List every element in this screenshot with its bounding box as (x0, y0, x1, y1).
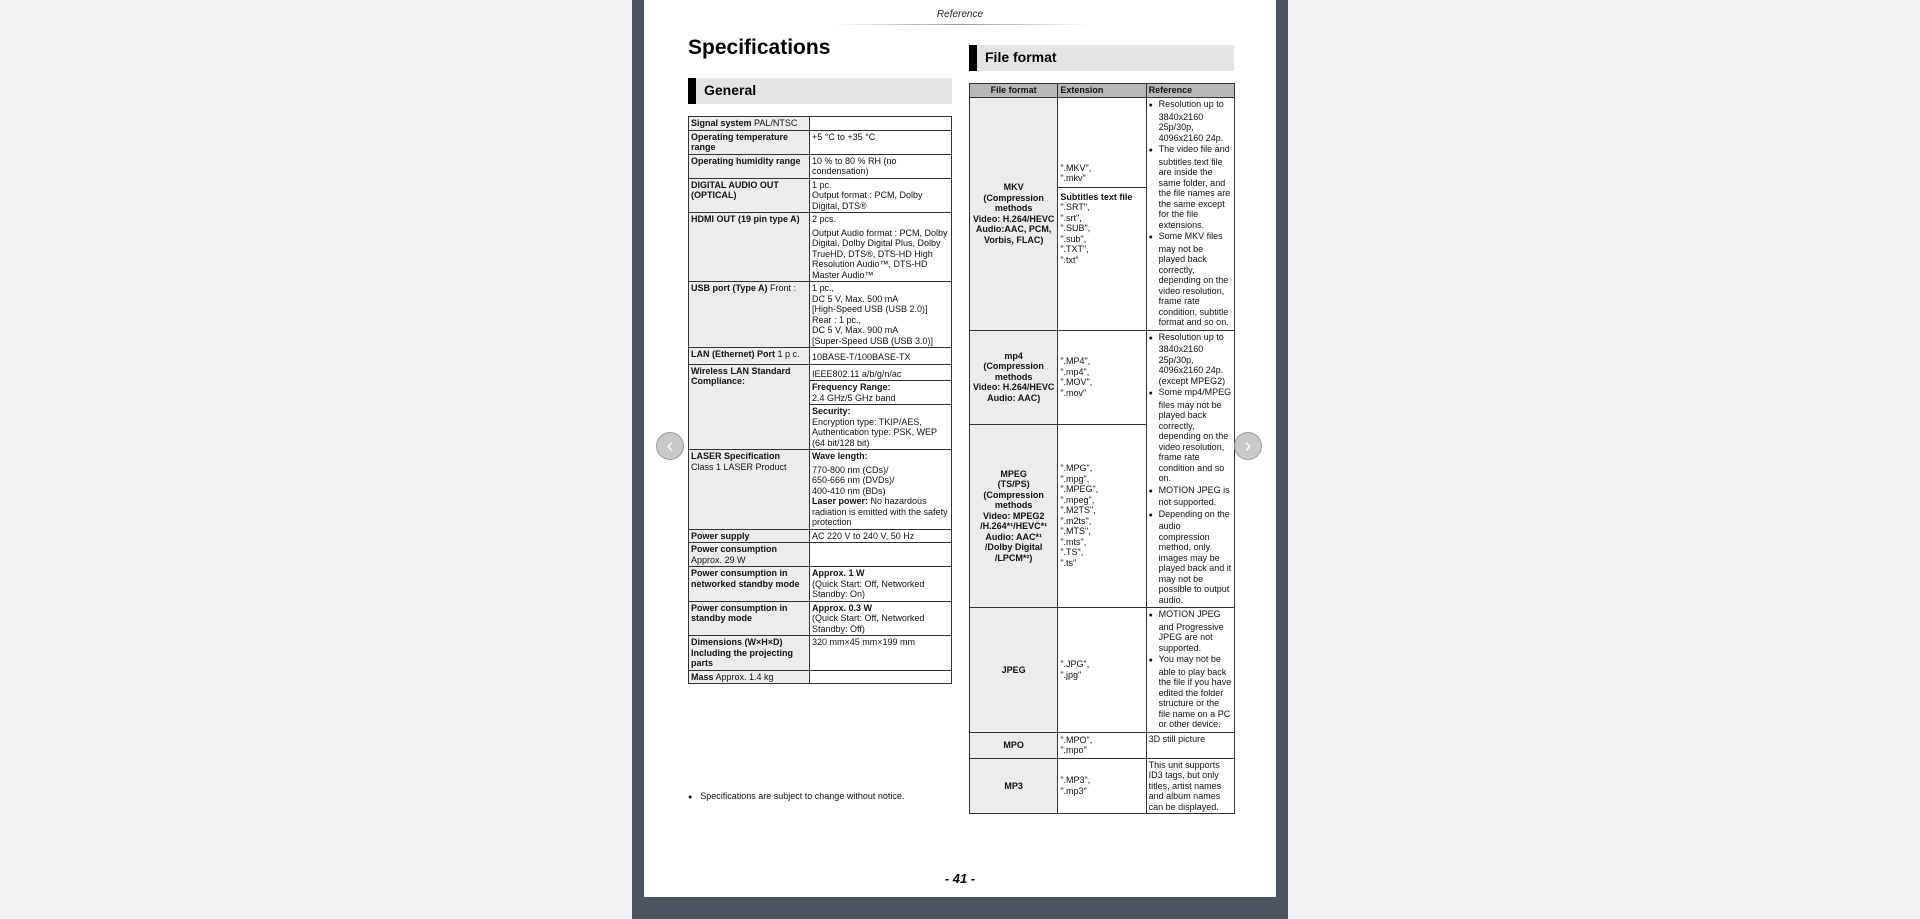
spec-value-line: DC 5 V, Max. 500 mA (812, 293, 899, 304)
page-number: - 41 - (944, 871, 976, 886)
laser-power-label: Laser power: (812, 496, 869, 506)
header-rule (831, 24, 1091, 25)
spec-label-name: Signal system (691, 118, 752, 128)
file-format-name (970, 330, 1058, 424)
extension-line: ".M2TS", (1060, 505, 1096, 516)
subtitle-extension-line: ".txt" (1060, 254, 1079, 265)
format-line: (Compression methods (983, 489, 1044, 511)
file-format-section-heading: File format (969, 45, 1234, 71)
extension-line: ".MPO", (1060, 734, 1093, 745)
spec-value-line: 2.4 GHz/5 GHz band (812, 392, 896, 403)
file-format-name (970, 758, 1058, 814)
spec-row (689, 567, 952, 602)
spec-label-inline-value: Class 1 LASER Product (691, 461, 787, 472)
file-format-reference (1146, 330, 1234, 608)
spec-value-line: 650-666 nm (DVDs)/ (812, 475, 895, 485)
spec-value-heading: Frequency Range: (812, 382, 891, 392)
spec-row (689, 154, 952, 178)
spec-value-line: Output Audio format : PCM, Dolby Digital, Dolby Digital Plus, Dolby TrueHD, DTS®, DTS-HD High Resolution Audio™, DTS-HD Master Audio™ (812, 227, 948, 280)
file-format-row (970, 732, 1235, 758)
spec-value (810, 381, 952, 405)
extension-line: ".mpo" (1060, 745, 1087, 755)
file-format-name (970, 732, 1058, 758)
reference-bullet: ● You may not be able to play back the file if you have edited the folder structure or the file name on a PC or other device. (1149, 654, 1232, 730)
file-format-row (970, 330, 1235, 424)
spec-label-name: Power consumption in standby mode (691, 602, 788, 623)
format-line: Audio: AAC*¹ (985, 531, 1042, 542)
file-format-name (970, 98, 1058, 331)
spec-row (689, 529, 952, 543)
extension-line: ".MP3", (1060, 775, 1091, 786)
extension-line: ".mkv" (1060, 173, 1086, 183)
spec-label-inline-value: Approx. 29 W (691, 554, 746, 565)
spec-value-line: [High-Speed USB (USB 2.0)] (812, 304, 928, 314)
general-spec-table (688, 116, 952, 684)
spec-label (689, 154, 810, 178)
spec-value-line: 320 mm×45 mm×199 mm (812, 637, 916, 647)
reference-bullet: ● Some MKV files may not be played back correctly, depending on the video resolution, frame rate condition, subtitle format and so on. (1149, 231, 1232, 328)
file-extension (1058, 758, 1146, 814)
spec-value-line: 10 % to 80 % RH (no condensation) (812, 155, 897, 176)
extension-line: ".m2ts", (1060, 515, 1092, 526)
general-section-heading: General (688, 78, 952, 104)
spec-value-line: IEEE802.11 a/b/g/n/ac (812, 368, 902, 379)
spec-value-heading: Security: (812, 406, 851, 416)
extension-line: ".JPG", (1060, 659, 1090, 670)
file-format-name (970, 608, 1058, 733)
reference-bullet: ● MOTION JPEG and Progressive JPEG are not supported. (1149, 609, 1232, 653)
file-format-reference (1146, 758, 1234, 814)
reference-bullet: ● Resolution up to 3840x2160 25p/30p, 4096x2160 24p. (1149, 99, 1232, 143)
spec-value (810, 601, 952, 636)
document-page (644, 0, 1276, 897)
spec-row (689, 543, 952, 567)
spec-label-name: Power consumption (691, 544, 778, 554)
spec-label (689, 543, 810, 567)
spec-value (810, 405, 952, 450)
spec-value-line: Laser power: No hazardous radiation is emitted with the safety protection (812, 496, 948, 527)
spec-row (689, 670, 952, 684)
extension-divider (1058, 187, 1145, 188)
reference-bullet: ● The video file and subtitles text file are inside the same folder, and the file names are the same except for the file extensions. (1149, 144, 1232, 230)
spec-value-line: Rear : 1 pc., (812, 314, 862, 325)
file-format-name (970, 424, 1058, 607)
format-line: MPO (1003, 739, 1024, 750)
format-line: /LPCM*²) (994, 552, 1033, 563)
spec-row (689, 282, 952, 348)
file-format-row (970, 758, 1235, 814)
spec-value-gap (812, 118, 949, 121)
format-line: (Compression methods (983, 361, 1044, 382)
spec-label-inline-value: Front : (767, 283, 797, 293)
file-extension (1058, 98, 1146, 331)
extension-line: ".mov" (1060, 387, 1087, 398)
file-format-header-row (970, 84, 1235, 98)
spec-value (810, 154, 952, 178)
reference-bullet: ● Resolution up to 3840x2160 25p/30p, 4096x2160 24p. (except MPEG2) (1149, 332, 1232, 387)
col-header-extension: Extension (1058, 84, 1146, 98)
spec-label-inline-value: 1 p c. (775, 349, 800, 359)
extension-line: ".TS", (1060, 547, 1084, 558)
extension-line: ".MP4", (1060, 356, 1091, 367)
spec-value-line: 2 pcs. (812, 214, 837, 224)
file-format-reference (1146, 608, 1234, 733)
file-extension (1058, 330, 1146, 424)
spec-note: ● Specifications are subject to change without notice. (688, 791, 904, 801)
spec-value-line: [Super-Speed USB (USB 3.0)] (812, 335, 934, 346)
format-line: JPEG (1001, 664, 1026, 675)
spec-label (689, 117, 810, 131)
reference-bullet: ● Depending on the audio compression method, only images may be played back and it may not be possible to output audio. (1149, 509, 1232, 606)
spec-label (689, 178, 810, 213)
format-line: (TS/PS) (997, 479, 1030, 490)
spec-row (689, 348, 952, 365)
previous-page-button[interactable]: ‹ (656, 432, 684, 460)
next-page-button[interactable]: › (1234, 432, 1262, 460)
spec-label-name: Mass (691, 671, 714, 682)
file-extension (1058, 732, 1146, 758)
file-format-table (969, 83, 1235, 814)
spec-value (810, 529, 952, 543)
extension-line: ".mp4", (1060, 366, 1090, 377)
spec-value-line: 1 pc. (812, 179, 832, 190)
format-line: MKV (1003, 182, 1024, 193)
spec-value-line: DC 5 V, Max. 900 mA (812, 325, 899, 335)
file-format-reference (1146, 98, 1234, 331)
extension-line: ".mp3" (1060, 785, 1087, 796)
spec-value-heading: Approx. 0.3 W (812, 602, 873, 613)
format-line: Video: H.264/HEVC (972, 213, 1055, 224)
page-title: Specifications (688, 36, 831, 59)
spec-value-gap (812, 544, 949, 547)
spec-value (810, 213, 952, 282)
spec-value (810, 117, 952, 131)
spec-value-line: +5 °C to +35 °C (812, 131, 876, 142)
format-line: (Compression methods (983, 192, 1044, 214)
spec-label-name: Operating humidity range (691, 155, 801, 166)
spec-value-line: 10BASE-T/100BASE-TX (812, 352, 911, 362)
spec-value (810, 670, 952, 684)
spec-value-heading: Approx. 1 W (812, 568, 865, 578)
spec-label-name: HDMI OUT (19 pin type A) (691, 214, 800, 224)
subtitle-extension-line: ".srt", (1060, 212, 1082, 223)
subtitle-extension-line: ".sub", (1060, 233, 1087, 244)
extension-line: ".MPEG", (1060, 484, 1099, 495)
running-header: Reference (936, 9, 984, 20)
spec-label-inline-value: PAL/NTSC (751, 118, 798, 128)
spec-label-name: Operating temperature range (691, 131, 789, 152)
extension-line: ".jpg" (1060, 669, 1082, 680)
spec-label (689, 130, 810, 154)
format-line: MP3 (1004, 780, 1023, 791)
subtitle-extension-line: Subtitles text file (1060, 191, 1133, 202)
reference-text: This unit supports ID3 tags, but only titles, artist names and album names can be displayed. (1148, 759, 1222, 812)
spec-value-line: 1 pc., (812, 283, 835, 293)
spec-label (689, 567, 810, 602)
spec-row (689, 450, 952, 530)
extension-line: ".MPG", (1060, 463, 1093, 474)
extension-line: ".mpeg", (1060, 494, 1095, 505)
subtitle-extension-line: ".SRT", (1060, 202, 1090, 212)
spec-row (689, 178, 952, 213)
file-extension (1058, 608, 1146, 733)
spec-label (689, 282, 810, 348)
spec-row (689, 601, 952, 636)
spec-label (689, 601, 810, 636)
spec-value-heading: Wave length: (812, 451, 868, 461)
spec-value-line: Encryption type: TKIP/AES, Authentication type: PSK, WEP (64 bit/128 bit) (812, 416, 937, 448)
spec-row (689, 364, 952, 381)
format-line: /Dolby Digital (984, 542, 1043, 553)
spec-value-line: 400-410 nm (BDs) (812, 485, 886, 496)
spec-label-name: DIGITAL AUDIO OUT (OPTICAL) (691, 179, 779, 200)
spec-value (810, 543, 952, 567)
spec-value-gap (812, 672, 949, 675)
spec-value (810, 450, 952, 530)
spec-value-line: (Quick Start: Off, Networked Standby: On) (812, 578, 925, 599)
format-line: Audio: AAC) (987, 392, 1041, 403)
spec-label (689, 364, 810, 450)
spec-label-name: Power supply (691, 530, 750, 541)
reference-bullet: ● MOTION JPEG is not supported. (1149, 485, 1232, 508)
spec-label (689, 450, 810, 530)
spec-label-name: LAN (Ethernet) Port (691, 349, 775, 359)
spec-label-inline-value: Approx. 1.4 kg (713, 671, 774, 682)
spec-label-name: Dimensions (W×H×D) Including the projecting parts (691, 637, 793, 668)
spec-row (689, 130, 952, 154)
format-line: Video: H.264/HEVC (972, 382, 1055, 393)
spec-value (810, 348, 952, 365)
spec-value (810, 130, 952, 154)
spec-row (689, 117, 952, 131)
file-extension (1058, 424, 1146, 607)
col-header-file-format: File format (970, 84, 1058, 98)
spec-value-line: AC 220 V to 240 V, 50 Hz (812, 530, 915, 541)
spec-label (689, 529, 810, 543)
spec-value (810, 636, 952, 671)
col-header-reference: Reference (1146, 84, 1234, 98)
spec-label-name: Wireless LAN Standard Compliance: (691, 365, 791, 386)
spec-row (689, 636, 952, 671)
extension-line: ".MKV", (1060, 162, 1092, 173)
spec-value (810, 364, 952, 381)
extension-line: ".MTS", (1060, 526, 1091, 537)
format-line: mp4 (1004, 350, 1023, 361)
file-format-row (970, 98, 1235, 331)
subtitle-extension-line: ".TXT", (1060, 244, 1089, 254)
spec-label (689, 213, 810, 282)
spec-value-line: 770-800 nm (CDs)/ (812, 464, 889, 475)
format-line: MPEG (1000, 468, 1027, 479)
reference-bullet: ● Some mp4/MPEG files may not be played back correctly, depending on the video resolution, frame rate condition and so on. (1149, 387, 1232, 484)
format-line: Video: MPEG2 (982, 510, 1045, 521)
spec-value (810, 178, 952, 213)
format-line: Audio:AAC, PCM, Vorbis, FLAC) (975, 224, 1052, 245)
reference-text: 3D still picture (1148, 733, 1206, 744)
spec-value-line: (Quick Start: Off, Networked Standby: Off) (812, 613, 925, 634)
spec-label-name: LASER Specification (691, 451, 781, 461)
format-line: /H.264*¹/HEVC*¹ (980, 521, 1048, 532)
extension-line: ".ts" (1060, 557, 1077, 568)
spec-label-name: Power consumption in networked standby mode (691, 568, 800, 589)
spec-label (689, 636, 810, 671)
spec-value-line: Output format : PCM, Dolby Digital, DTS® (812, 190, 923, 211)
spec-label-name: USB port (Type A) (691, 283, 768, 293)
file-format-reference (1146, 732, 1234, 758)
file-format-row (970, 608, 1235, 733)
extension-line: ".mts", (1060, 536, 1087, 547)
spec-value (810, 567, 952, 602)
subtitle-extension-line: ".SUB", (1060, 223, 1091, 233)
extension-line: ".MOV", (1060, 377, 1093, 388)
document-viewer (632, 0, 1288, 919)
spec-label (689, 348, 810, 365)
spec-row (689, 213, 952, 282)
extension-line: ".mpg", (1060, 473, 1090, 484)
spec-label (689, 670, 810, 684)
spec-value (810, 282, 952, 348)
